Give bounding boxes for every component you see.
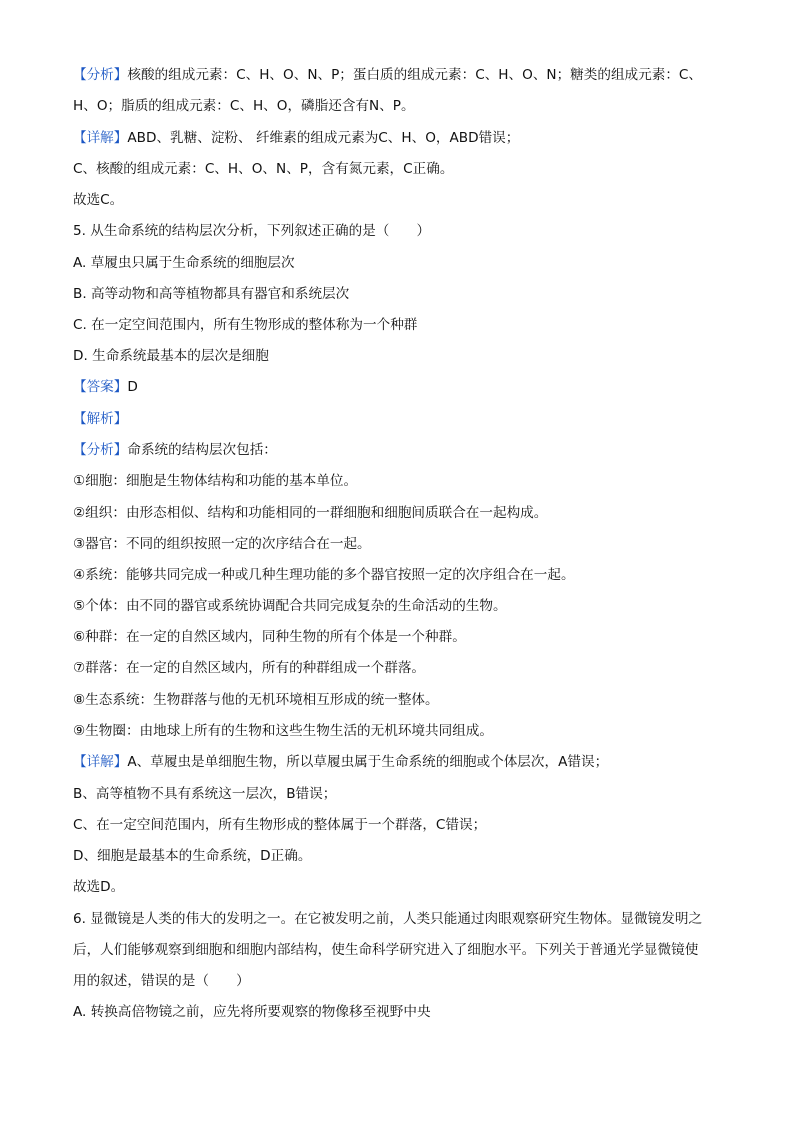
line-text: ①细胞：细胞是生物体结构和功能的基本单位。 bbox=[73, 473, 358, 489]
text-line bbox=[73, 96, 724, 116]
line-text: D bbox=[127, 379, 138, 395]
line-text: D、细胞是最基本的生命系统，D正确。 bbox=[73, 848, 312, 864]
line-text: C. 在一定空间范围内，所有生物形成的整体称为一个种群 bbox=[73, 317, 418, 333]
level-item bbox=[73, 721, 724, 741]
explanation-heading bbox=[73, 409, 724, 429]
level-item bbox=[73, 503, 724, 523]
line-text: 5. 从生命系统的结构层次分析，下列叙述正确的是（ ） bbox=[73, 223, 431, 239]
line-text: 故选C。 bbox=[73, 192, 124, 208]
line-text: ③器官：不同的组织按照一定的次序结合在一起。 bbox=[73, 536, 371, 552]
line-text: ⑦群落：在一定的自然区域内，所有的种群组成一个群落。 bbox=[73, 660, 426, 676]
line-text: A. 草履虫只属于生命系统的细胞层次 bbox=[73, 255, 295, 271]
line-text: 核酸的组成元素：C、H、O、N、P；蛋白质的组成元素：C、H、O、N；糖类的组成元素：C、 bbox=[127, 67, 703, 83]
level-item bbox=[73, 627, 724, 647]
level-item bbox=[73, 534, 724, 554]
option-d bbox=[73, 346, 724, 366]
option-a bbox=[73, 253, 724, 273]
line-text: A、草履虫是单细胞生物，所以草履虫属于生命系统的细胞或个体层次，A错误； bbox=[127, 754, 609, 770]
answer-line bbox=[73, 377, 724, 397]
line-text: B. 高等动物和高等植物都具有器官和系统层次 bbox=[73, 286, 350, 302]
line-text: ⑤个体：由不同的器官或系统协调配合共同完成复杂的生命活动的生物。 bbox=[73, 598, 507, 614]
detail-line bbox=[73, 128, 724, 148]
section-tag: 【详解】 bbox=[73, 130, 128, 146]
section-tag: 【分析】 bbox=[73, 442, 128, 458]
analysis-line bbox=[73, 65, 724, 85]
line-text: 命系统的结构层次包括： bbox=[127, 442, 277, 458]
level-item bbox=[73, 658, 724, 678]
line-text: ⑧生态系统：生物群落与他的无机环境相互形成的统一整体。 bbox=[73, 692, 439, 708]
line-text: 6. 显微镜是人类的伟大的发明之一。在它被发明之前，人类只能通过肉眼观察研究生物体。显微镜发明之 bbox=[73, 911, 703, 927]
line-text: ②组织：由形态相似、结构和功能相同的一群细胞和细胞间质联合在一起构成。 bbox=[73, 505, 548, 521]
line-text: ⑨生物圈：由地球上所有的生物和这些生物生活的无机环境共同组成。 bbox=[73, 723, 493, 739]
line-text: ⑥种群：在一定的自然区域内，同种生物的所有个体是一个种群。 bbox=[73, 629, 466, 645]
section-tag: 【分析】 bbox=[73, 67, 128, 83]
option-b bbox=[73, 284, 724, 304]
text-line bbox=[73, 784, 724, 804]
text-line bbox=[73, 159, 724, 179]
question-6-stem bbox=[73, 971, 724, 991]
section-tag: 【详解】 bbox=[73, 754, 128, 770]
level-item bbox=[73, 596, 724, 616]
level-item bbox=[73, 565, 724, 585]
line-text: 用的叙述，错误的是（ ） bbox=[73, 973, 250, 989]
level-item bbox=[73, 690, 724, 710]
answer-choice-line bbox=[73, 190, 724, 210]
question-5-stem bbox=[73, 221, 724, 241]
line-text: A. 转换高倍物镜之前，应先将所要观察的物像移至视野中央 bbox=[73, 1004, 431, 1020]
detail-line bbox=[73, 752, 724, 772]
line-text: B、高等植物不具有系统这一层次，B错误； bbox=[73, 786, 337, 802]
line-text: ABD、乳糖、淀粉、 纤维素的组成元素为C、H、O，ABD错误； bbox=[127, 130, 520, 146]
question-6-stem bbox=[73, 940, 724, 960]
section-tag: 【解析】 bbox=[73, 411, 128, 427]
option-c bbox=[73, 315, 724, 335]
section-tag: 【答案】 bbox=[73, 379, 128, 395]
level-item bbox=[73, 471, 724, 491]
line-text: D. 生命系统最基本的层次是细胞 bbox=[73, 348, 269, 364]
text-line bbox=[73, 846, 724, 866]
line-text: C、核酸的组成元素：C、H、O、N、P，含有氮元素，C正确。 bbox=[73, 161, 454, 177]
analysis-line bbox=[73, 440, 724, 460]
line-text: 后，人们能够观察到细胞和细胞内部结构，使生命科学研究进入了细胞水平。下列关于普通光学显微镜使 bbox=[73, 942, 699, 958]
option-a bbox=[73, 1002, 724, 1022]
line-text: C、在一定空间范围内，所有生物形成的整体属于一个群落，C错误； bbox=[73, 817, 487, 833]
line-text: 故选D。 bbox=[73, 879, 125, 895]
question-6-stem bbox=[73, 909, 724, 929]
line-text: ④系统：能够共同完成一种或几种生理功能的多个器官按照一定的次序组合在一起。 bbox=[73, 567, 575, 583]
answer-choice-line bbox=[73, 877, 724, 897]
line-text: H、O；脂质的组成元素：C、H、O，磷脂还含有N、P。 bbox=[73, 98, 415, 114]
text-line bbox=[73, 815, 724, 835]
